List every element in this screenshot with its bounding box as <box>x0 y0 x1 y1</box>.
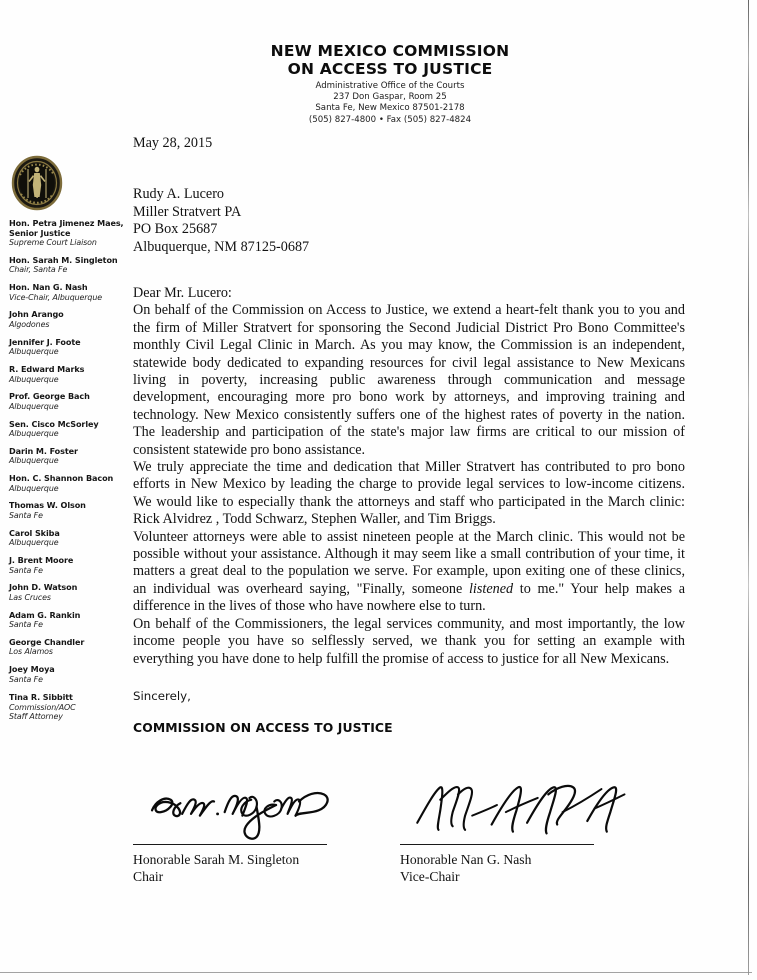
roster-entry <box>9 529 125 548</box>
roster-member-name-cont: Senior Justice <box>9 227 71 238</box>
letterhead-title-line2: ON ACCESS TO JUSTICE <box>287 59 493 78</box>
roster-member-role: Las Cruces <box>9 592 51 602</box>
roster-entry <box>9 219 125 248</box>
roster-member-name: Hon. Sarah M. Singleton <box>9 254 118 265</box>
roster-entry <box>9 638 125 657</box>
letter-body <box>133 135 685 735</box>
body-paragraph-4: On behalf of the Commissioners, the legal services community, and most importantly, the low income people you have so selflessly served, we thank you for setting an example with everything you have done to help fulfill the promise of access to justice for all New Mexicans. <box>133 615 685 667</box>
roster-member-name: Sen. Cisco McSorley <box>9 418 99 429</box>
paragraph-3-part-1: Volunteer attorneys were able to assist nineteen people at the March clinic. This would not be possible without your assistance. Although it may seem like a small contribution of your time, it matters a great deal to the population we serve. For example, upon exiting one of these clinics, an individual was overheard saying, "Finally, someone <box>133 528 685 597</box>
signer-title: Chair <box>133 869 164 884</box>
signer-name-chair <box>133 851 363 885</box>
roster-member-name: Hon. Petra Jimenez Maes, <box>9 218 124 228</box>
roster-member-name: Hon. C. Shannon Bacon <box>9 473 114 484</box>
roster-member-name: Carol Skiba <box>9 527 60 538</box>
roster-entry <box>9 556 125 575</box>
roster-entry <box>9 256 125 275</box>
closing-salutation: Sincerely, <box>133 688 191 703</box>
roster-member-role: Santa Fe <box>9 674 43 684</box>
signature-line-vice-chair <box>400 844 594 845</box>
signer-full-name: Honorable Sarah M. Singleton <box>133 852 300 867</box>
recipient-street: PO Box 25687 <box>133 221 218 238</box>
body-paragraph-1: On behalf of the Commission on Access to Justice, we extend a heart-felt thank you to you and the firm of Miller Stratvert for sponsoring the Second Judicial District Pro Bono Committee's monthly Civil Legal Clinic in March. As you may know, the Commission is an independent, statewide body dedicated to expanding resources for civil legal assistance to New Mexicans living in poverty, increasing public awareness through communication and message development, encouraging more pro bono work by attorneys, and improving training and technology. New Mexico consistently suffers one of the highest rates of poverty in the nation. The leadership and participation of the state's major law firms are critical to our mission of consistent statewide pro bono assistance. <box>133 302 685 458</box>
roster-member-name: J. Brent Moore <box>9 554 74 565</box>
roster-member-role: Chair, Santa Fe <box>9 265 68 275</box>
roster-entry <box>9 283 125 302</box>
letterhead-title <box>180 43 600 78</box>
roster-member-name: Thomas W. Olson <box>9 500 86 511</box>
roster-member-role: Albuquerque <box>9 429 59 439</box>
roster-member-role: Albuquerque <box>9 456 59 466</box>
signature-line-chair <box>133 844 327 845</box>
roster-entry <box>9 611 125 630</box>
roster-member-role: Algodones <box>9 320 50 330</box>
paragraph-3-part-2: to me." Your help makes a difference in the lives of those who have nowhere else to turn. <box>133 580 685 615</box>
state-supreme-court-seal-icon <box>11 155 63 211</box>
salutation: Dear Mr. Lucero: <box>133 285 232 302</box>
roster-member-name: Darin M. Foster <box>9 445 78 456</box>
roster-entry <box>9 338 125 357</box>
roster-staff-entry <box>9 693 125 722</box>
signer-title: Vice-Chair <box>400 869 460 884</box>
roster-entry <box>9 665 125 684</box>
scan-edge-bottom <box>0 972 752 973</box>
roster-member-name: Adam G. Rankin <box>9 609 81 620</box>
roster-member-role: Albuquerque <box>9 347 59 357</box>
letter-date: May 28, 2015 <box>133 135 213 151</box>
staff-role-line1: Commission/AOC <box>9 702 76 712</box>
roster-member-role: Albuquerque <box>9 374 59 384</box>
recipient-address <box>133 186 685 256</box>
roster-member-role: Santa Fe <box>9 511 43 520</box>
staff-name: Tina R. Sibbitt <box>9 692 73 702</box>
recipient-city-state-zip: Albuquerque, NM 87125-0687 <box>133 238 310 255</box>
letterhead-office: Administrative Office of the Courts <box>315 81 465 91</box>
scan-edge-right <box>748 0 749 975</box>
roster-member-name: Jennifer J. Foote <box>9 336 81 347</box>
signer-name-vice-chair <box>400 851 630 885</box>
signature-block-vice-chair <box>400 782 630 885</box>
handwritten-signature-nan-nash-icon <box>400 782 630 844</box>
signature-block-chair <box>133 782 363 885</box>
letterhead-address <box>180 81 600 126</box>
roster-entry <box>9 310 125 329</box>
roster-member-role: Supreme Court Liaison <box>9 238 97 248</box>
roster-member-role: Los Alamos <box>9 647 53 657</box>
letterhead-street: 237 Don Gaspar, Room 25 <box>333 92 447 103</box>
roster-member-name: Joey Moya <box>9 664 55 675</box>
signer-full-name: Honorable Nan G. Nash <box>400 852 532 867</box>
letterhead <box>180 43 600 126</box>
roster-entry <box>9 501 125 520</box>
paragraph-3-emphasis: listened <box>468 580 514 597</box>
recipient-company: Miller Stratvert PA <box>133 203 242 220</box>
roster-member-name: R. Edward Marks <box>9 364 85 374</box>
roster-member-role: Santa Fe <box>9 620 43 630</box>
roster-entry <box>9 447 125 466</box>
roster-member-role: Albuquerque <box>9 401 59 411</box>
body-paragraph-2: We truly appreciate the time and dedication that Miller Stratvert has contributed to pro bono efforts in New Mexico by leading the charge to provide legal services to low-income citizens. We would like to especially thank the attorneys and staff who participated in the March clinic: Rick Alvidrez , Todd Schwarz, Stephen Waller, and Tim Briggs. <box>133 459 685 528</box>
roster-entry <box>9 474 125 493</box>
recipient-name: Rudy A. Lucero <box>133 186 225 202</box>
roster-member-name: John D. Watson <box>9 582 78 593</box>
staff-role-line2: Staff Attorney <box>9 712 63 722</box>
roster-member-role: Santa Fe <box>9 565 43 575</box>
roster-member-name: Hon. Nan G. Nash <box>9 282 88 293</box>
roster-member-name: Prof. George Bach <box>9 391 90 402</box>
handwritten-signature-sarah-singleton-icon <box>133 782 363 844</box>
roster-entry <box>9 392 125 411</box>
body-paragraph-3 <box>133 529 685 616</box>
letterhead-phone-fax: (505) 827-4800 • Fax (505) 827-4824 <box>308 114 472 125</box>
organization-signature-name: COMMISSION ON ACCESS TO JUSTICE <box>133 719 393 735</box>
roster-entry <box>9 583 125 602</box>
letterhead-city-state-zip: Santa Fe, New Mexico 87501-2178 <box>315 103 465 114</box>
letterhead-title-line1: NEW MEXICO COMMISSION <box>270 42 510 60</box>
roster-entry <box>9 365 125 384</box>
roster-member-role: Albuquerque <box>9 538 59 548</box>
roster-member-role: Albuquerque <box>9 483 59 493</box>
signature-area <box>133 782 693 897</box>
roster-entry <box>9 420 125 439</box>
commission-member-roster <box>9 219 125 692</box>
roster-member-name: George Chandler <box>9 636 85 647</box>
roster-member-name: John Arango <box>9 309 64 320</box>
roster-member-role: Vice-Chair, Albuquerque <box>9 292 102 302</box>
